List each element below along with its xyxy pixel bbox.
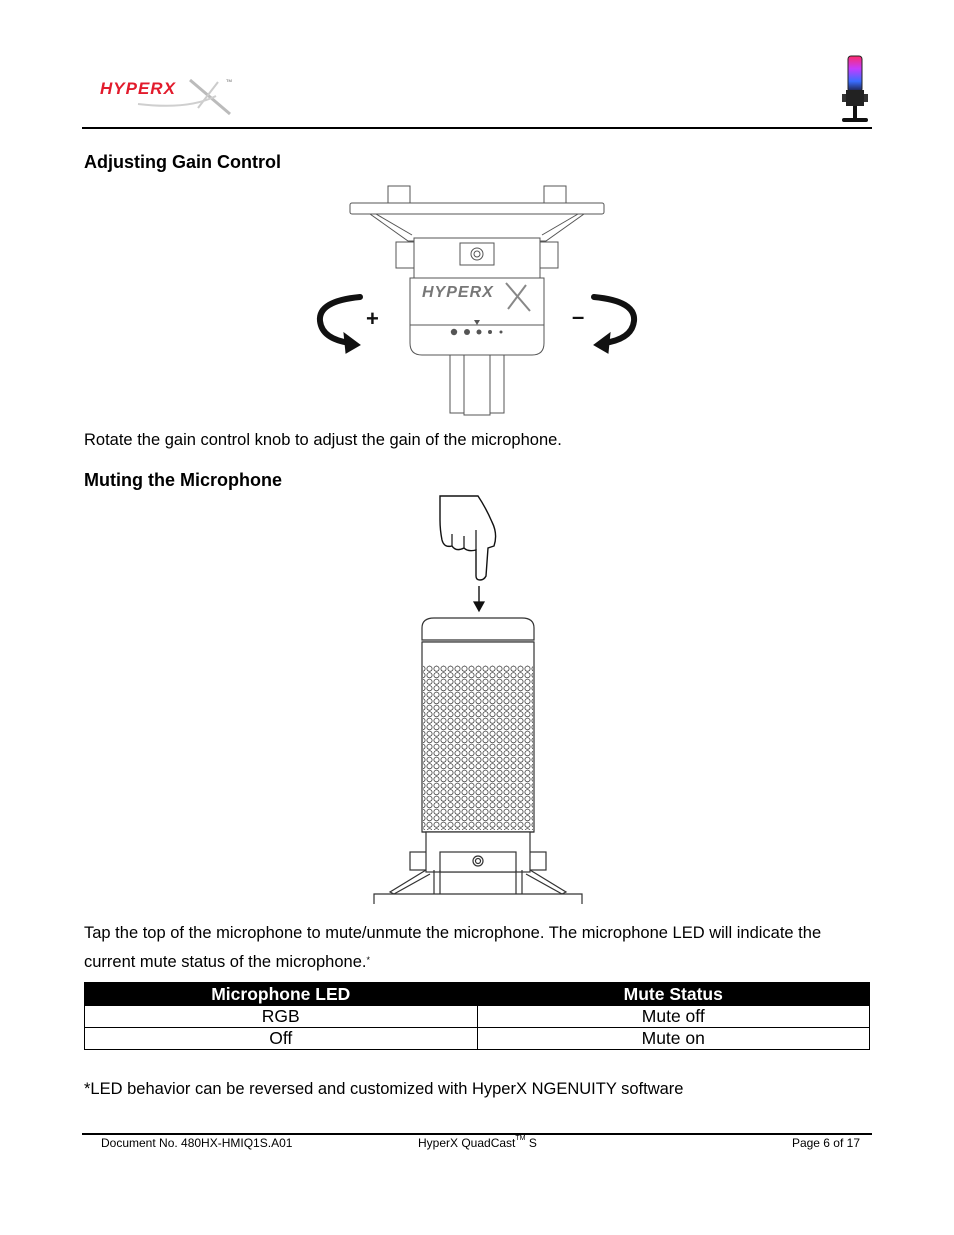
mute-instruction-body: Tap the top of the microphone to mute/unmute the microphone. The microphone LED will indicate the current mute status of the microphone. [84, 924, 822, 971]
table-cell-mute-status: Mute off [477, 1006, 870, 1028]
table-cell-led: RGB [85, 1006, 478, 1028]
footer-rule [82, 1133, 872, 1135]
gain-minus-label: – [572, 304, 585, 329]
knob-logo: HYPERX [422, 284, 494, 301]
table-cell-mute-status: Mute on [477, 1028, 870, 1050]
table-cell-led: Off [85, 1028, 478, 1050]
footer-product-text: HyperX QuadCast [418, 1136, 516, 1150]
microphone-thumbnail-icon [838, 54, 872, 126]
mute-status-table [84, 982, 870, 1050]
table-row [85, 1006, 870, 1028]
mute-tap-illustration [370, 490, 586, 906]
svg-text:TM: TM [226, 78, 232, 83]
footer-product-name [418, 1136, 537, 1150]
table-row [85, 1028, 870, 1050]
table-header-mute-status: Mute Status [477, 983, 870, 1006]
hyperx-logo [98, 74, 238, 118]
gain-plus-label: + [366, 306, 379, 331]
table-header-led: Microphone LED [85, 983, 478, 1006]
table-header-row [85, 983, 870, 1006]
footer-trademark: TM [515, 1135, 526, 1142]
gain-control-illustration [312, 183, 642, 418]
section-heading-gain: Adjusting Gain Control [84, 152, 281, 172]
logo-wordmark: HYPERX [100, 79, 176, 98]
mute-instruction-text [84, 919, 874, 977]
footer-page-number: Page 6 of 17 [791, 1136, 860, 1150]
header-rule [82, 127, 872, 129]
footer-product-suffix: S [525, 1136, 537, 1150]
gain-instruction-text: Rotate the gain control knob to adjust the gain of the microphone. [84, 431, 562, 449]
footnote-marker: * [366, 955, 370, 965]
led-footnote-text: *LED behavior can be reversed and customized with HyperX NGENUITY software [84, 1080, 684, 1098]
section-heading-mute: Muting the Microphone [84, 470, 282, 490]
footer-document-number: Document No. 480HX-HMIQ1S.A01 [101, 1136, 293, 1150]
